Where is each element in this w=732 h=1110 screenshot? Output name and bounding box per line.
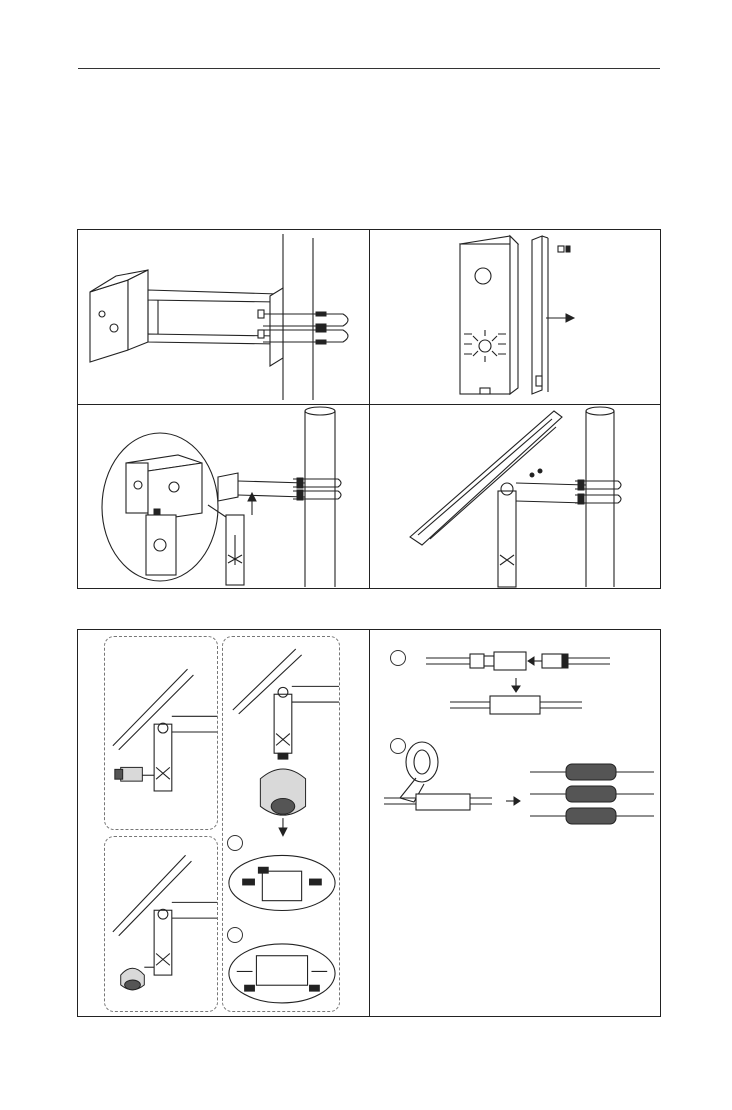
figure-arm-to-pole bbox=[78, 230, 369, 404]
figure-dome-camera-box bbox=[104, 836, 218, 1012]
header-rule bbox=[78, 68, 660, 69]
step-circle-icon bbox=[227, 927, 243, 943]
figure-cable-connection bbox=[370, 630, 662, 1018]
step-circle-icon bbox=[390, 650, 406, 666]
step-circle-icon bbox=[390, 738, 406, 754]
installation-panel-top bbox=[77, 229, 661, 589]
installation-panel-bottom bbox=[77, 629, 661, 1017]
step-circle-icon bbox=[227, 835, 243, 851]
figure-ptz-and-detail-box bbox=[222, 636, 340, 1012]
figure-box-attach-inset bbox=[78, 405, 369, 589]
figure-mount-box-open bbox=[370, 230, 662, 404]
figure-solar-panel-mounted bbox=[370, 405, 662, 589]
figure-bullet-camera-box bbox=[104, 636, 218, 830]
